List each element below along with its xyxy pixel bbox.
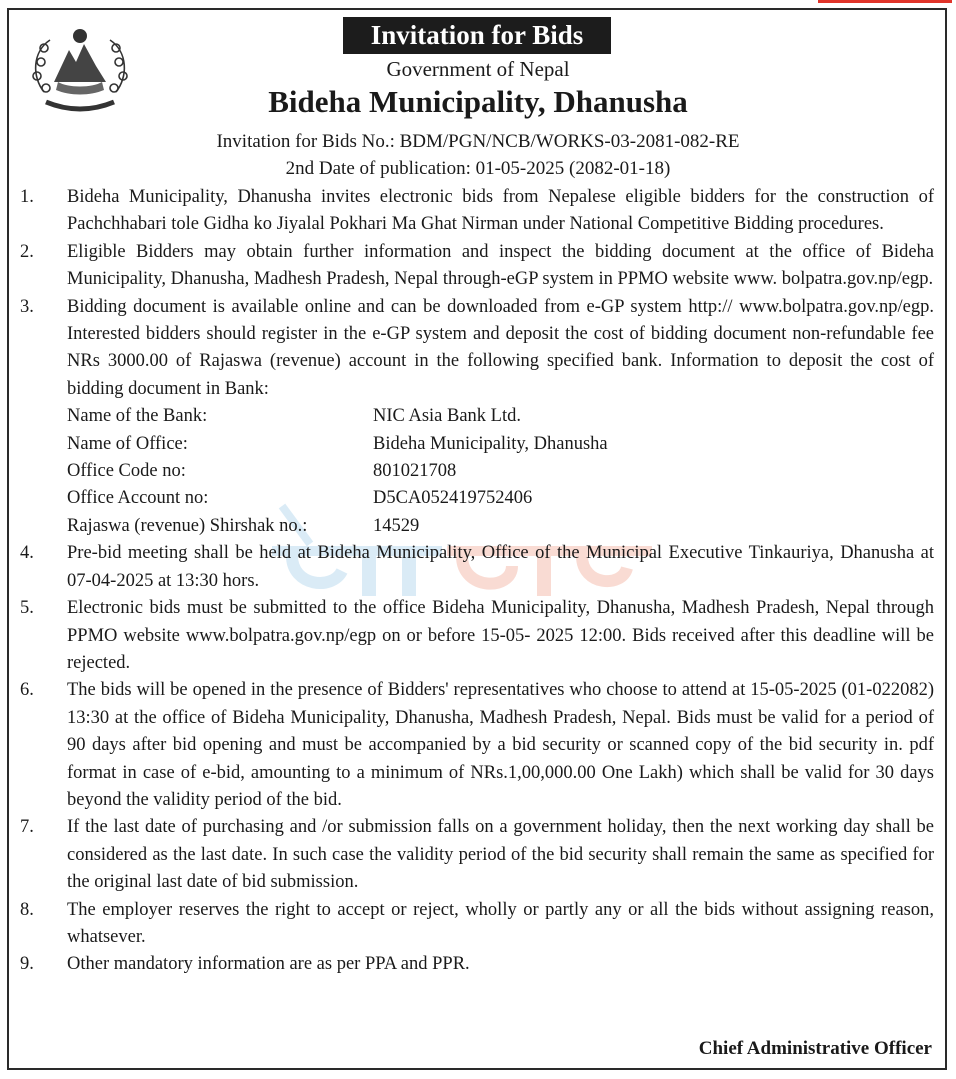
list-item: 5. Electronic bids must be submitted to the office Bideha Municipality, Dhanusha, Madhesh Pradesh, Nepal through PPMO website www.bolpatra.gov.np/egp on or before 15-05- 2025 12:00. Bids received after this deadline will be rejected. bbox=[20, 598, 934, 673]
list-item: 4. Pre-bid meeting shall be held at Bideha Municipality, Office of the Municipal Executive Tinkauriya, Dhanusha at 07-04-2025 at 13:30 hors. bbox=[20, 543, 934, 591]
bank-row: Name of Office: Bideha Municipality, Dhanusha bbox=[67, 433, 608, 454]
municipality-name: Bideha Municipality, Dhanusha bbox=[268, 84, 688, 119]
bid-conditions-list bbox=[20, 184, 934, 979]
list-item: 3. Bidding document is available online and can be downloaded from e-GP system http:// www.bolpatra.gov.np/egp. Interested bidders should register in the e-GP system and deposit the cost of bidding document non-refundable fee NRs 3000.00 of Rajaswa (revenue) account in the following specified bank. Information to deposit the cost of bidding document in Bank: Name of the Bank: NIC Asia Bank Ltd. Name of Office: Bideha Municipality, Dhanusha Office Code no: 801021708 Office Account no: D5CA052419752406 Rajaswa (revenue) Shirshak no.: 14529 bbox=[20, 294, 934, 541]
bank-row: Rajaswa (revenue) Shirshak no.: 14529 bbox=[67, 515, 420, 536]
notice-title: Invitation for Bids bbox=[343, 17, 611, 54]
bank-row: Office Account no: D5CA052419752406 bbox=[67, 488, 533, 509]
list-item: 1. Bideha Municipality, Dhanusha invites electronic bids from Nepalese eligible bidders for the construction of Pachchhabari tole Gidha ko Jiyalal Pokhari Ma Ghat Nirman under National Competitive Bidding procedures. bbox=[20, 187, 934, 235]
list-item: 7. If the last date of purchasing and /or submission falls on a government holiday, then the next working day shall be considered as the last date. In such case the validity period of the bid security shall remain the same as specified for the original last date of bid submission. bbox=[20, 817, 934, 893]
publication-date: 2nd Date of publication: 01-05-2025 (2082-01-18) bbox=[285, 158, 671, 179]
top-accent-bar bbox=[818, 0, 952, 3]
list-item: 2. Eligible Bidders may obtain further information and inspect the bidding document at the office of Bideha Municipality, Dhanusha, Madhesh Pradesh, Nepal through-eGP system in PPMO website www. bolpatra.gov.np/egp. bbox=[20, 241, 934, 290]
bid-number: Invitation for Bids No.: BDM/PGN/NCB/WORKS-03-2081-082-RE bbox=[216, 131, 740, 152]
list-item: 8. The employer reserves the right to accept or reject, wholly or partly any or all the bids without assigning reason, whatsever. bbox=[20, 899, 934, 947]
bank-row: Name of the Bank: NIC Asia Bank Ltd. bbox=[67, 406, 521, 427]
bank-details bbox=[67, 403, 934, 540]
bank-row: Office Code no: 801021708 bbox=[67, 461, 457, 482]
list-item: 9. Other mandatory information are as per PPA and PPR. bbox=[20, 954, 470, 975]
list-item: 6. The bids will be opened in the presence of Bidders' representatives who choose to attend at 15-05-2025 (01-022082) 13:30 at the office of Bideha Municipality, Dhanusha, Madhesh Pradesh, Nepal. Bids must be valid for a period of 90 days after bid opening and must be accompanied by a bid security or scanned copy of the bid security in. pdf format in case of e-bid, amounting to a minimum of NRs.1,00,000.00 One Lakh) which shall be valid for 30 days beyond the validity period of the bid. bbox=[20, 680, 934, 810]
signature: Chief Administrative Officer bbox=[698, 1038, 932, 1059]
government-name: Government of Nepal bbox=[386, 57, 570, 81]
